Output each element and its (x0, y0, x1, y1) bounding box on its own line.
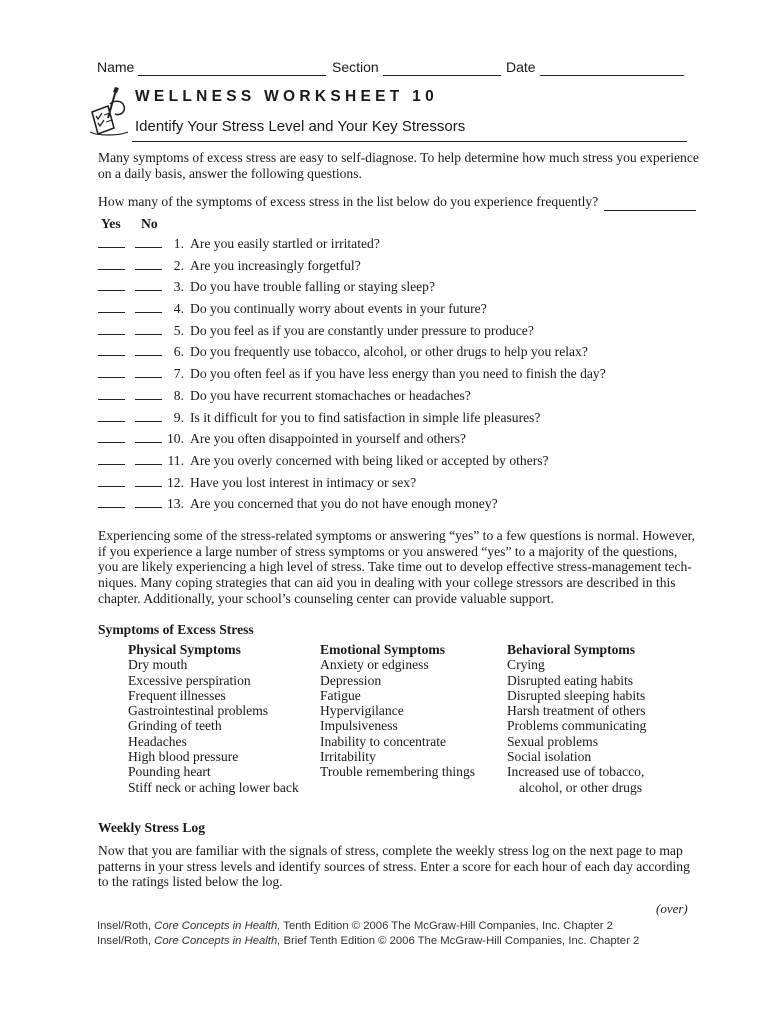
yes-answer-blank[interactable] (98, 334, 125, 335)
footer-credit-line (97, 935, 639, 947)
question-text: Do you have recurrent stomachaches or headaches? (190, 387, 471, 403)
symptom-item: Frequent illnesses (128, 687, 226, 703)
symptom-item: Excessive perspiration (128, 672, 251, 688)
question-number: 13. (167, 496, 184, 512)
question-text: Have you lost interest in intimacy or sex? (190, 474, 417, 490)
question-text: Do you feel as if you are constantly under pressure to produce? (190, 322, 534, 338)
yes-answer-blank[interactable] (98, 507, 125, 508)
symptom-item: Social isolation (507, 749, 592, 765)
physical-symptoms-heading: Physical Symptoms (128, 642, 241, 657)
symptom-item: Depression (320, 672, 382, 688)
symptom-item: Crying (507, 657, 545, 673)
paragraph-line: you are likely experiencing a high level of stress. Take time out to develop effective stress-management tech- (98, 559, 692, 575)
behavioral-symptoms-heading: Behavioral Symptoms (507, 642, 636, 657)
yes-answer-blank[interactable] (98, 486, 125, 487)
yes-answer-blank[interactable] (98, 442, 125, 443)
checklist-pencil-icon (88, 82, 132, 138)
weekly-log-heading: Weekly Stress Log (98, 820, 205, 835)
yes-answer-blank[interactable] (98, 247, 125, 248)
question-row (98, 323, 698, 345)
symptoms-heading: Symptoms of Excess Stress (98, 622, 254, 637)
footer-book-title: Core Concepts in Health, (154, 920, 281, 932)
paragraph-line: Now that you are familiar with the signals of stress, complete the weekly stress log on the next page to map (98, 843, 683, 858)
question-list (98, 236, 698, 518)
question-row (98, 236, 698, 258)
question-number: 11. (167, 452, 184, 468)
over-note: (over) (656, 901, 688, 916)
no-column-header: No (141, 216, 158, 231)
question-text: Are you overly concerned with being liked or accepted by others? (190, 452, 549, 468)
symptom-item: Gastrointestinal problems (128, 703, 269, 719)
question-number: 4. (173, 301, 184, 317)
section-label: Section (332, 59, 379, 75)
yes-answer-blank[interactable] (98, 269, 125, 270)
symptom-item: Pounding heart (128, 764, 211, 780)
question-number: 1. (173, 236, 184, 251)
paragraph-line: Experiencing some of the stress-related symptoms or answering “yes” to a few questions is normal. However, (98, 528, 696, 543)
intro-paragraph (98, 150, 699, 181)
symptom-item: Irritability (320, 749, 376, 765)
yes-answer-blank[interactable] (98, 464, 125, 465)
header-fields (97, 59, 687, 79)
question-row (98, 475, 698, 497)
symptom-item: Dry mouth (128, 657, 188, 673)
symptom-item: Impulsiveness (320, 718, 398, 734)
paragraph-line: niques. Many coping strategies that can aid you in dealing with your college stressors are described in this (98, 575, 676, 591)
footer-book-title: Core Concepts in Health, (154, 935, 281, 947)
footer-author: Insel/Roth, (97, 935, 155, 947)
intro-line: Many symptoms of excess stress are easy to self-diagnose. To help determine how much stress you experience (98, 150, 699, 165)
symptom-item: Fatigue (320, 687, 361, 703)
yes-column-header: Yes (101, 216, 121, 231)
question-text: Do you frequently use tobacco, alcohol, or other drugs to help you relax? (190, 344, 588, 360)
symptom-item: Sexual problems (507, 733, 598, 749)
paragraph-line: chapter. Additionally, your school’s counseling center can provide valuable support. (98, 590, 554, 606)
question-number: 7. (173, 366, 184, 382)
date-label: Date (506, 59, 536, 75)
symptom-count-field[interactable] (604, 194, 696, 211)
symptom-item: Trouble remembering things (320, 764, 476, 780)
name-label: Name (97, 59, 135, 75)
question-row (98, 258, 698, 280)
question-number: 10. (167, 431, 184, 447)
symptom-item: Hypervigilance (320, 703, 404, 719)
question-number: 6. (173, 344, 184, 360)
footer-edition: Brief Tenth Edition © 2006 The McGraw-Hill Companies, Inc. Chapter 2 (280, 935, 640, 947)
title-divider (132, 141, 687, 142)
footer-author: Insel/Roth, (97, 920, 155, 932)
question-text: Are you concerned that you do not have enough money? (190, 496, 498, 512)
question-number: 3. (173, 279, 184, 295)
emotional-symptoms-heading: Emotional Symptoms (320, 642, 445, 657)
paragraph-line: if you experience a large number of stress symptoms or you answered “yes” to a majority of the questions, (98, 543, 678, 559)
question-row (98, 410, 698, 432)
intro-line: on a daily basis, answer the following questions. (98, 165, 362, 181)
question-text: Is it difficult for you to find satisfaction in simple life pleasures? (190, 409, 541, 425)
question-number: 8. (173, 387, 184, 403)
symptom-count-prompt: How many of the symptoms of excess stress in the list below do you experience frequently? (98, 194, 599, 209)
question-row (98, 279, 698, 301)
worksheet-subtitle: Identify Your Stress Level and Your Key Stressors (135, 118, 466, 135)
footer-edition: Tenth Edition © 2006 The McGraw-Hill Companies, Inc. Chapter 2 (280, 920, 613, 932)
footer-credit-line (97, 920, 613, 932)
symptom-item: Inability to concentrate (320, 733, 447, 749)
question-text: Do you continually worry about events in your future? (190, 301, 487, 317)
emotional-symptoms-column (320, 642, 475, 780)
symptom-item: Disrupted sleeping habits (507, 687, 646, 703)
symptom-item: Grinding of teeth (128, 718, 222, 734)
paragraph-line: to the ratings listed below the log. (98, 874, 283, 890)
physical-symptoms-column (128, 642, 299, 795)
yes-answer-blank[interactable] (98, 290, 125, 291)
question-row (98, 301, 698, 323)
experience-paragraph (98, 528, 696, 607)
question-number: 9. (173, 409, 184, 425)
question-row (98, 431, 698, 453)
yes-answer-blank[interactable] (98, 355, 125, 356)
symptom-item: alcohol, or other drugs (519, 779, 643, 795)
behavioral-symptoms-column (507, 642, 646, 795)
symptom-count-question (98, 194, 696, 211)
question-number: 2. (173, 257, 184, 273)
section-field[interactable] (383, 75, 501, 76)
date-field[interactable] (540, 75, 684, 76)
weekly-log-paragraph (98, 843, 690, 890)
question-row (98, 366, 698, 388)
question-text: Do you have trouble falling or staying sleep? (190, 279, 435, 295)
paragraph-line: patterns in your stress levels and identify sources of stress. Enter a score for each hour of each day according (98, 858, 690, 874)
symptom-item: Problems communicating (507, 718, 647, 734)
symptom-item: Anxiety or edginess (320, 657, 429, 673)
symptom-item: Increased use of tobacco, (507, 764, 645, 780)
symptom-item: High blood pressure (128, 749, 239, 765)
symptom-item: Harsh treatment of others (507, 703, 646, 719)
symptom-item: Stiff neck or aching lower back (128, 779, 299, 795)
question-number: 5. (173, 322, 184, 338)
yes-answer-blank[interactable] (98, 312, 125, 313)
symptom-item: Headaches (128, 733, 187, 749)
question-text: Are you easily startled or irritated? (190, 236, 380, 251)
symptom-item: Disrupted eating habits (507, 672, 634, 688)
question-row (98, 496, 698, 518)
question-row (98, 344, 698, 366)
yes-answer-blank[interactable] (98, 421, 125, 422)
worksheet-title: WELLNESS WORKSHEET 10 (135, 88, 439, 105)
question-row (98, 388, 698, 410)
name-field[interactable] (138, 75, 326, 76)
question-row (98, 453, 698, 475)
question-text: Do you often feel as if you have less energy than you need to finish the day? (190, 366, 606, 382)
question-text: Are you increasingly forgetful? (190, 257, 361, 273)
question-number: 12. (167, 474, 184, 490)
yes-answer-blank[interactable] (98, 377, 125, 378)
question-text: Are you often disappointed in yourself and others? (190, 431, 466, 447)
yes-answer-blank[interactable] (98, 399, 125, 400)
